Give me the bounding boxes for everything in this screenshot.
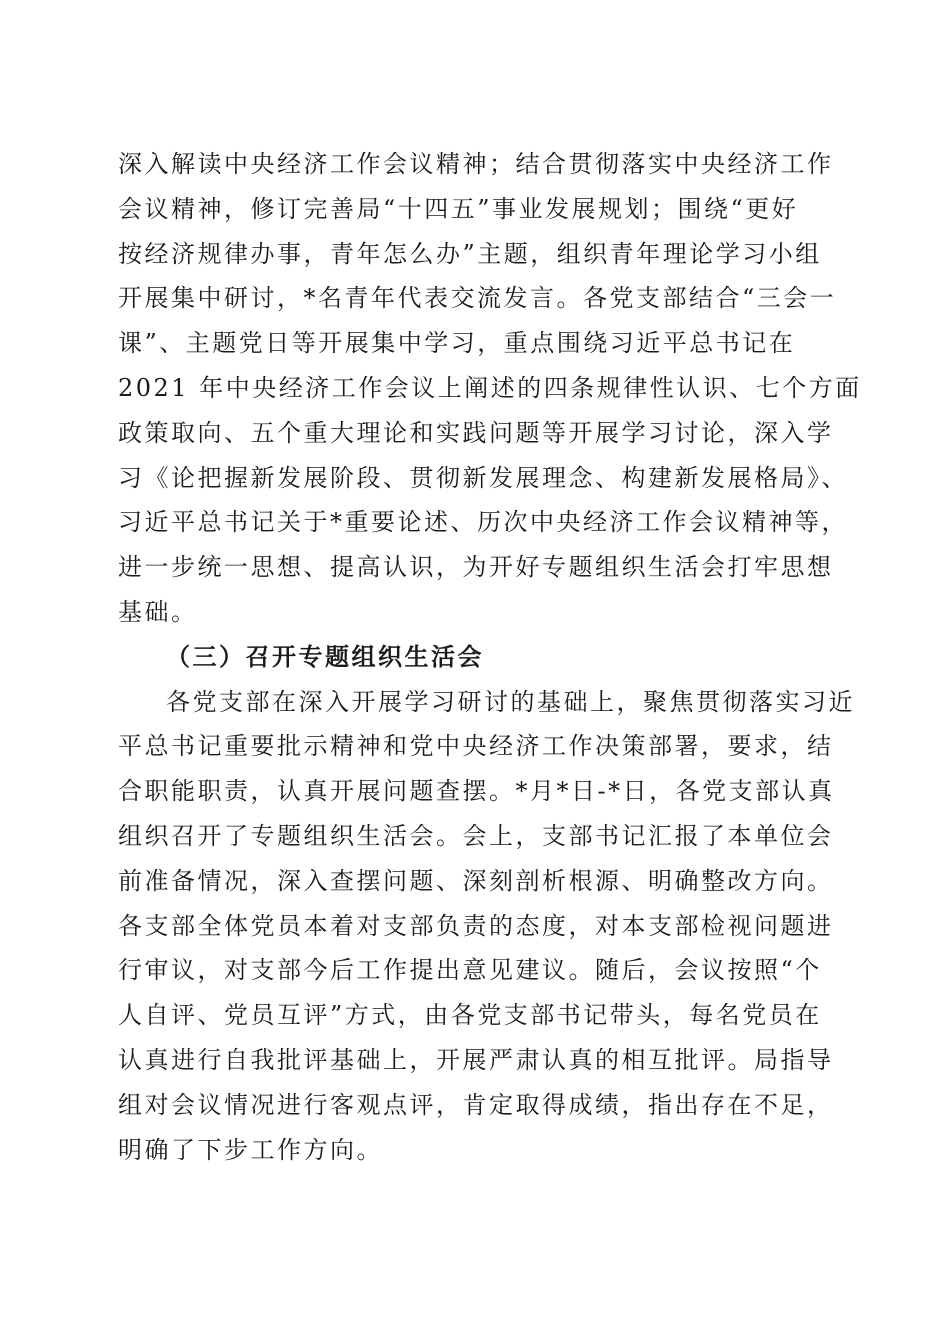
text-line: 组织召开了专题组织生活会。会上，支部书记汇报了本单位会 (118, 821, 834, 850)
text-line: 2021 年中央经济工作会议上阐述的四条规律性认识、七个方面 (118, 373, 862, 402)
text-line: 基础。 (118, 597, 198, 626)
text-line: 课”、主题党日等开展集中学习，重点围绕习近平总书记在 (118, 329, 796, 358)
text-line: 合职能职责，认真开展问题查摆。*月*日-*日，各党支部认真 (118, 777, 835, 806)
text-line: 习近平总书记关于*重要论述、历次中央经济工作会议精神等， (118, 508, 848, 537)
text-line: 会议精神，修订完善局“十四五”事业发展规划；围绕“更好 (118, 194, 799, 223)
text-line: 按经济规律办事，青年怎么办”主题，组织青年理论学习小组 (118, 239, 822, 268)
section-heading: （三）召开专题组织生活会 (166, 641, 484, 671)
text-line: 深入解读中央经济工作会议精神；结合贯彻落实中央经济工作 (118, 150, 834, 178)
text-line: 开展集中研讨，*名青年代表交流发言。各党支部结合“三会一 (118, 284, 837, 313)
text-line: 政策取向、五个重大理论和实践问题等开展学习讨论，深入学 (118, 418, 834, 447)
text-line: 明确了下步工作方向。 (118, 1135, 383, 1164)
paragraph-continued (118, 142, 862, 635)
paragraph-meeting (118, 680, 855, 1173)
text-line: 行审议，对支部今后工作提出意见建议。随后，会议按照“个 (118, 956, 822, 985)
text-line: 组对会议情况进行客观点评，肯定取得成绩，指出存在不足， (118, 1090, 834, 1119)
text-line: 习《论把握新发展阶段、贯彻新发展理念、构建新发展格局》、 (118, 463, 848, 492)
text-line: 平总书记重要批示精神和党中央经济工作决策部署，要求，结 (118, 732, 834, 761)
text-line: 各党支部在深入开展学习研讨的基础上，聚焦贯彻落实习近 (166, 687, 855, 716)
text-line: 各支部全体党员本着对支部负责的态度，对本支部检视问题进 (118, 911, 834, 940)
text-line: 进一步统一思想、提高认识，为开好专题组织生活会打牢思想 (118, 553, 834, 582)
text-line: 人自评、党员互评”方式，由各党支部书记带头，每名党员在 (118, 1001, 822, 1030)
document-body (118, 142, 862, 1172)
text-line: 认真进行自我批评基础上，开展严肃认真的相互批评。局指导 (118, 1045, 834, 1074)
text-line: 前准备情况，深入查摆问题、深刻剖析根源、明确整改方向。 (118, 866, 834, 895)
